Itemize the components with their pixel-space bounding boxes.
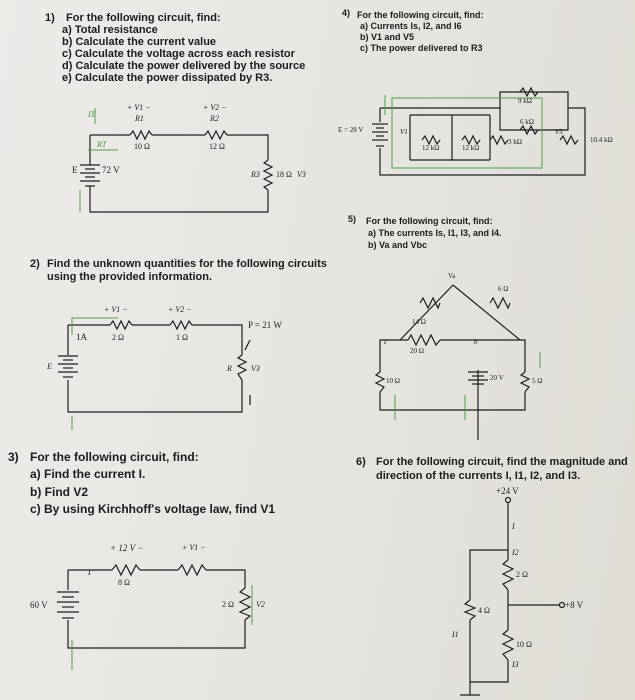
p1-r1-label: R1 bbox=[135, 114, 144, 123]
p1-source-voltage: 72 V bbox=[102, 165, 120, 175]
problem-5-number: 5) bbox=[348, 214, 357, 224]
problem-4-item-c: c) The power delivered to R3 bbox=[360, 43, 483, 53]
resistor-4ohm-symbol bbox=[465, 600, 475, 620]
p1-v2-label: + V2 − bbox=[203, 103, 227, 112]
problem-2-title-2: using the provided information. bbox=[47, 271, 212, 283]
problem-1-title: For the following circuit, find: bbox=[66, 12, 221, 24]
p1-r3-label: R3 bbox=[251, 170, 260, 179]
p1-r2-value: 12 Ω bbox=[209, 142, 225, 151]
problem-2-number: 2) bbox=[30, 258, 40, 270]
p5-r4-value: 14 Ω bbox=[412, 318, 426, 326]
problem-6-title: For the following circuit, find the magnitude and bbox=[376, 456, 628, 468]
p2-v1-label: + V1 − bbox=[104, 305, 128, 314]
p5-node-c: c bbox=[384, 338, 388, 346]
p6-i2-label: I2 bbox=[512, 548, 519, 557]
problem-4-title: For the following circuit, find: bbox=[357, 10, 484, 20]
problem-6-number: 6) bbox=[356, 456, 366, 468]
p1-r3-value: 18 Ω bbox=[276, 170, 292, 179]
problem-5-item-b: b) Va and Vbc bbox=[368, 240, 428, 250]
problem-3-title: For the following circuit, find: bbox=[30, 450, 199, 464]
p2-r1-value: 2 Ω bbox=[112, 333, 124, 342]
p3-r2-value: 2 Ω bbox=[222, 600, 234, 609]
p4-v5-label: V5 bbox=[555, 128, 563, 136]
problem-2-title: Find the unknown quantities for the following circuits bbox=[47, 258, 327, 270]
p5-node-a: Va bbox=[448, 272, 456, 280]
p6-r3-value: 10 Ω bbox=[516, 640, 532, 649]
p2-power: P = 21 W bbox=[248, 320, 282, 330]
p5-r3-value: 6 Ω bbox=[498, 285, 509, 293]
p2-current: 1A bbox=[76, 332, 87, 342]
problem-3-number: 3) bbox=[8, 450, 19, 464]
problem-3-item-b: b) Find V2 bbox=[30, 485, 88, 499]
resistor-10ohm-symbol bbox=[503, 630, 513, 660]
p4-r2-value: 12 kΩ bbox=[462, 144, 480, 152]
p3-source: 60 V bbox=[30, 600, 48, 610]
problem-4-item-b: b) V1 and V5 bbox=[360, 32, 415, 42]
problem-1-item-a: a) Total resistance bbox=[62, 24, 158, 36]
problem-4-number: 4) bbox=[342, 8, 351, 18]
p1-r2-label: R2 bbox=[210, 114, 219, 123]
p2-r2-value: 1 Ω bbox=[176, 333, 188, 342]
problem-3-item-a: a) Find the current I. bbox=[30, 467, 146, 481]
problem-1-item-b: b) Calculate the current value bbox=[62, 36, 217, 48]
p3-v1-label: + V1 − bbox=[182, 543, 206, 552]
p1-r1-value: 10 Ω bbox=[134, 142, 150, 151]
resistor-2ohm-p6-symbol bbox=[503, 560, 513, 590]
p6-output: +8 V bbox=[565, 600, 584, 610]
p5-source: 20 V bbox=[490, 374, 504, 382]
p4-r4-value: 9 kΩ bbox=[518, 97, 532, 105]
p2-v3-label: V3 bbox=[251, 364, 260, 373]
problem-3-item-c: c) By using Kirchhoff's voltage law, find V1 bbox=[30, 502, 276, 516]
p5-r1-value: 10 Ω bbox=[386, 377, 400, 385]
p4-r6-value: 10.4 kΩ bbox=[590, 136, 613, 144]
p6-r1-value: 4 Ω bbox=[478, 606, 490, 615]
p1-source-label: E bbox=[72, 165, 78, 175]
p6-i-label: I bbox=[512, 522, 515, 531]
p6-i1-label: I1 bbox=[452, 630, 459, 639]
p4-r3-value: 3 kΩ bbox=[508, 138, 522, 146]
p5-r5-value: 5 Ω bbox=[532, 377, 543, 385]
p2-r-label: R bbox=[227, 364, 232, 373]
problem-1-item-c: c) Calculate the voltage across each resistor bbox=[62, 48, 295, 60]
p3-current-label: I bbox=[88, 568, 91, 577]
p4-v1-label: V1 bbox=[400, 128, 408, 136]
problem-1-item-e: e) Calculate the power dissipated by R3. bbox=[62, 72, 273, 84]
problem-4-item-a: a) Currents Is, I2, and I6 bbox=[360, 21, 462, 31]
p2-v2-label: + V2 − bbox=[168, 305, 192, 314]
p3-r-value: 8 Ω bbox=[118, 578, 130, 587]
p4-source: E = 28 V bbox=[338, 126, 364, 134]
problem-6-title-2: direction of the currents I, I1, I2, and I3. bbox=[376, 470, 581, 482]
p4-r5-value: 6 kΩ bbox=[520, 118, 534, 126]
p1-rt-label: RT bbox=[97, 140, 107, 149]
p4-r1-value: 12 kΩ bbox=[422, 144, 440, 152]
p1-v1-label: + V1 − bbox=[127, 103, 151, 112]
problem-5-item-a: a) The currents Is, I1, I3, and I4. bbox=[368, 228, 502, 238]
p3-v2-label: V2 bbox=[256, 600, 265, 609]
p6-supply: +24 V bbox=[496, 486, 519, 496]
p5-r2-value: 20 Ω bbox=[410, 347, 424, 355]
p2-source-label: E bbox=[47, 362, 52, 371]
problem-1-number: 1) bbox=[45, 12, 55, 24]
p6-i3-label: I3 bbox=[512, 660, 519, 669]
p6-r2-value: 2 Ω bbox=[516, 570, 528, 579]
problem-1-item-d: d) Calculate the power delivered by the source bbox=[62, 60, 306, 72]
p1-it-label: IT bbox=[88, 110, 96, 119]
problem-5-title: For the following circuit, find: bbox=[366, 216, 493, 226]
p1-v3-label: V3 bbox=[297, 170, 306, 179]
p5-node-b: b bbox=[474, 338, 478, 346]
p3-v12-label: + 12 V − bbox=[110, 543, 144, 553]
